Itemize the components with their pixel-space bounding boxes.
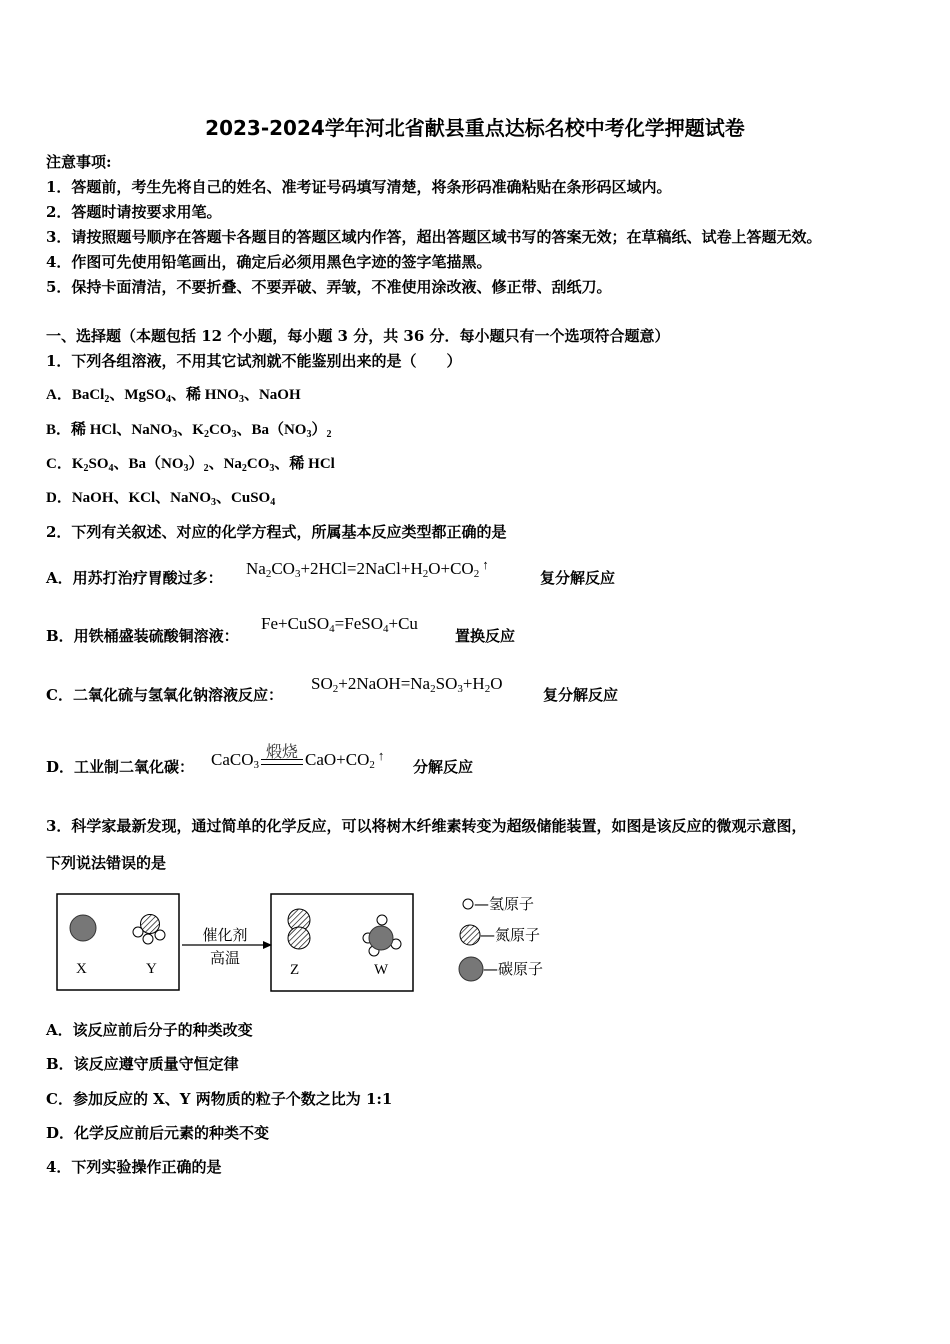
carbon-atom-icon [459, 957, 483, 981]
q2-option-d-equation: CaCO$_3$ 煅烧 $CaO+CO_2^↑$ [211, 748, 384, 770]
legend-nitrogen: —氮原子 [480, 926, 541, 944]
notice-item-2: 2．答题时请按要求用笔。 [46, 203, 222, 221]
notice-item-1: 1．答题前，考生先将自己的姓名、准考证号码填写清楚，将条形码准确粘贴在条形码区域内。 [46, 178, 672, 196]
q1-option-a: A．BaCl$_2$、MgSO$_4$、稀 $HNO_3$、NaOH [46, 387, 301, 405]
nitrogen-atom-icon [460, 925, 480, 945]
reaction-micro-diagram [50, 880, 570, 995]
q3-option-b: B．该反应遵守质量守恒定律 [46, 1055, 239, 1073]
calcination-equals-sign [261, 742, 303, 765]
molecule-z [288, 909, 310, 949]
q2-option-c-equation: $SO_2+2NaOH=Na_2SO_3+H_2O$ [311, 674, 503, 695]
molecule-y [133, 915, 165, 945]
q2-option-a-text: A．用苏打治疗胃酸过多： [46, 569, 223, 587]
gas-arrow: ↑ [377, 748, 385, 763]
q1-option-b: B．稀 HCl、NaNO$_3$、$K_2CO_3$、$Ba(NO_3)_2$ [46, 422, 332, 440]
q2-option-b-type: 置换反应 [455, 627, 516, 645]
q4-stem: 4．下列实验操作正确的是 [46, 1158, 222, 1176]
gas-arrow: ↑ [482, 557, 489, 572]
q3-option-d: D．化学反应前后元素的种类不变 [46, 1124, 270, 1142]
q2-option-a-equation: $Na_2CO_3+2HCl=2NaCl+H_2O+CO_2^↑$ [246, 557, 489, 580]
reaction-condition: 煅烧 [265, 742, 298, 761]
molecule-x-carbon [70, 915, 96, 941]
q2-option-d-type: 分解反应 [413, 758, 474, 776]
q3-option-c: C．参加反应的 X、Y 两物质的粒子个数之比为 1:1 [46, 1090, 393, 1108]
hydrogen-atom-icon [463, 899, 473, 909]
catalyst-label: 催化剂 [202, 926, 248, 944]
notice-item-5: 5．保持卡面清洁，不要折叠、不要弄破、弄皱，不准使用涂改液、修正带、刮纸刀。 [46, 278, 612, 296]
q3-stem-line2: 下列说法错误的是 [46, 854, 167, 872]
q2-option-a-type: 复分解反应 [540, 569, 616, 587]
notice-heading: 注意事项: [46, 153, 112, 171]
label-w: W [374, 962, 389, 978]
q2-option-b-text: B．用铁桶盛装硫酸铜溶液： [46, 627, 239, 645]
q1-stem: 1．下列各组溶液，不用其它试剂就不能鉴别出来的是（ ） [46, 352, 462, 370]
page-title: 2023-2024学年河北省献县重点达标名校中考化学押题试卷 [205, 116, 745, 140]
q1-option-d: D．NaOH、KCl、NaNO$_3$、CuSO$_4$ [46, 490, 276, 508]
q2-stem: 2．下列有关叙述、对应的化学方程式，所属基本反应类型都正确的是 [46, 523, 507, 541]
q3-stem-line1: 3．科学家最新发现，通过简单的化学反应，可以将树木纤维素转变为超级储能装置，如图是该反应的微观示意图， [46, 817, 807, 835]
label-x: X [76, 961, 87, 977]
legend-carbon: —碳原子 [483, 960, 544, 978]
label-y: Y [146, 961, 157, 977]
q2-option-b-equation: Fe+CuSO$_4$=FeSO$_4$+Cu [261, 614, 418, 635]
label-z: Z [290, 962, 300, 978]
q1-option-c: C．$K_2SO_4$、$Ba(NO_3)_2$、$Na_2CO_3$、稀 HCl [46, 456, 335, 474]
notice-item-3: 3．请按照题号顺序在答题卡各题目的答题区域内作答，超出答题区域书写的答案无效；在草稿纸、试卷上答题无效。 [46, 228, 822, 246]
q2-option-c-type: 复分解反应 [543, 686, 619, 704]
high-temperature-label: 高温 [209, 949, 241, 967]
section-heading: 一、选择题（本题包括 12 个小题，每小题 3 分，共 36 分．每小题只有一个选项符合题意） [46, 327, 670, 345]
q3-option-a: A．该反应前后分子的种类改变 [46, 1021, 253, 1039]
legend-hydrogen: —氢原子 [474, 895, 535, 913]
q2-option-c-text: C．二氧化硫与氢氧化钠溶液反应： [46, 686, 283, 704]
q2-option-d-text: D．工业制二氧化碳： [46, 758, 195, 776]
molecule-w [363, 915, 401, 956]
notice-item-4: 4．作图可先使用铅笔画出，确定后必须用黑色字迹的签字笔描黑。 [46, 253, 492, 271]
